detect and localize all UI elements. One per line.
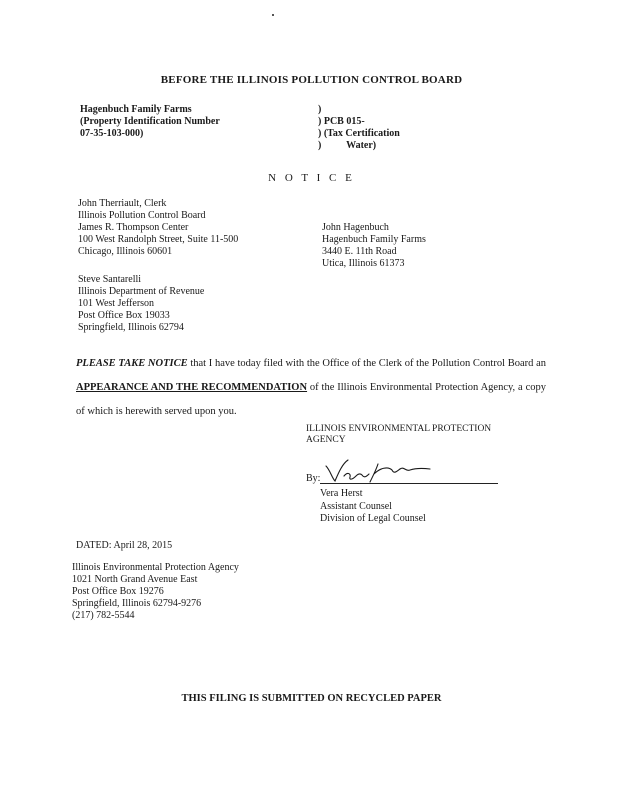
case-caption-docket [318,104,400,152]
address-line: Post Office Box 19033 [78,310,170,321]
signer-line: Assistant Counsel [320,500,392,512]
agency-line: ILLINOIS ENVIRONMENTAL PROTECTION [306,424,492,434]
address-line: Post Office Box 19276 [72,586,164,597]
caption-line: ) Water) [318,140,377,151]
notice-text: that I have today filed with the Office of the Clerk of the Pollution Control Board an [187,358,546,369]
caption-line: ) PCB 015- [318,116,365,127]
caption-line: ) (Tax Certification [318,128,400,139]
filed-document-name: APPEARANCE AND THE RECOMMENDATION [76,382,308,393]
caption-line: (Property Identification Number [80,116,220,127]
scan-speck [272,14,274,16]
address-line: Utica, Illinois 61373 [322,258,405,269]
caption-line: ) [318,104,322,115]
by-label: By: [306,473,321,484]
signer-line: Division of Legal Counsel [320,513,426,524]
date-line: DATED: April 28, 2015 [76,540,173,551]
address-line: John Therriault, Clerk [78,198,167,209]
recycled-paper-notice: THIS FILING IS SUBMITTED ON RECYCLED PAPER [181,693,442,704]
address-line: John Hagenbuch [322,222,389,233]
signer-block [320,488,426,526]
recipient-clerk-address [78,198,238,258]
address-line: Springfield, Illinois 62794-9276 [72,598,202,609]
address-line: Springfield, Illinois 62794 [78,322,184,333]
address-line: Illinois Pollution Control Board [78,210,206,221]
agency-address [72,562,239,622]
signer-line: Vera Herst [320,488,363,499]
notice-heading: N O T I C E [268,172,355,184]
address-line: Hagenbuch Family Farms [322,234,426,245]
address-line: 1021 North Grand Avenue East [72,574,198,585]
address-line: James R. Thompson Center [78,222,189,233]
notice-text: of the Illinois Environmental Protection Agency, a copy of which is herewith served upon you. [76,382,546,417]
address-line: 3440 E. 11th Road [322,246,397,257]
address-line: 100 West Randolph Street, Suite 11-500 [78,234,239,245]
agency-line: AGENCY [306,435,346,445]
document-title: BEFORE THE ILLINOIS POLLUTION CONTROL BOARD [160,74,463,86]
address-line: Illinois Department of Revenue [78,286,205,297]
caption-line: Hagenbuch Family Farms [80,104,192,115]
caption-line: 07-35-103-000) [80,128,144,139]
recipient-revenue-address [78,274,204,334]
case-caption-petitioner [80,104,220,140]
notice-lead: PLEASE TAKE NOTICE [76,358,188,369]
address-line: Illinois Environmental Protection Agency [72,562,239,573]
recipient-owner-address [322,222,426,270]
address-line: (217) 782-5544 [72,610,135,621]
handwritten-signature [322,456,432,486]
address-line: Steve Santarelli [78,274,142,285]
address-line: 101 West Jefferson [78,298,155,309]
address-line: Chicago, Illinois 60601 [78,246,173,257]
signature-agency [306,424,491,446]
notice-body [76,352,546,424]
